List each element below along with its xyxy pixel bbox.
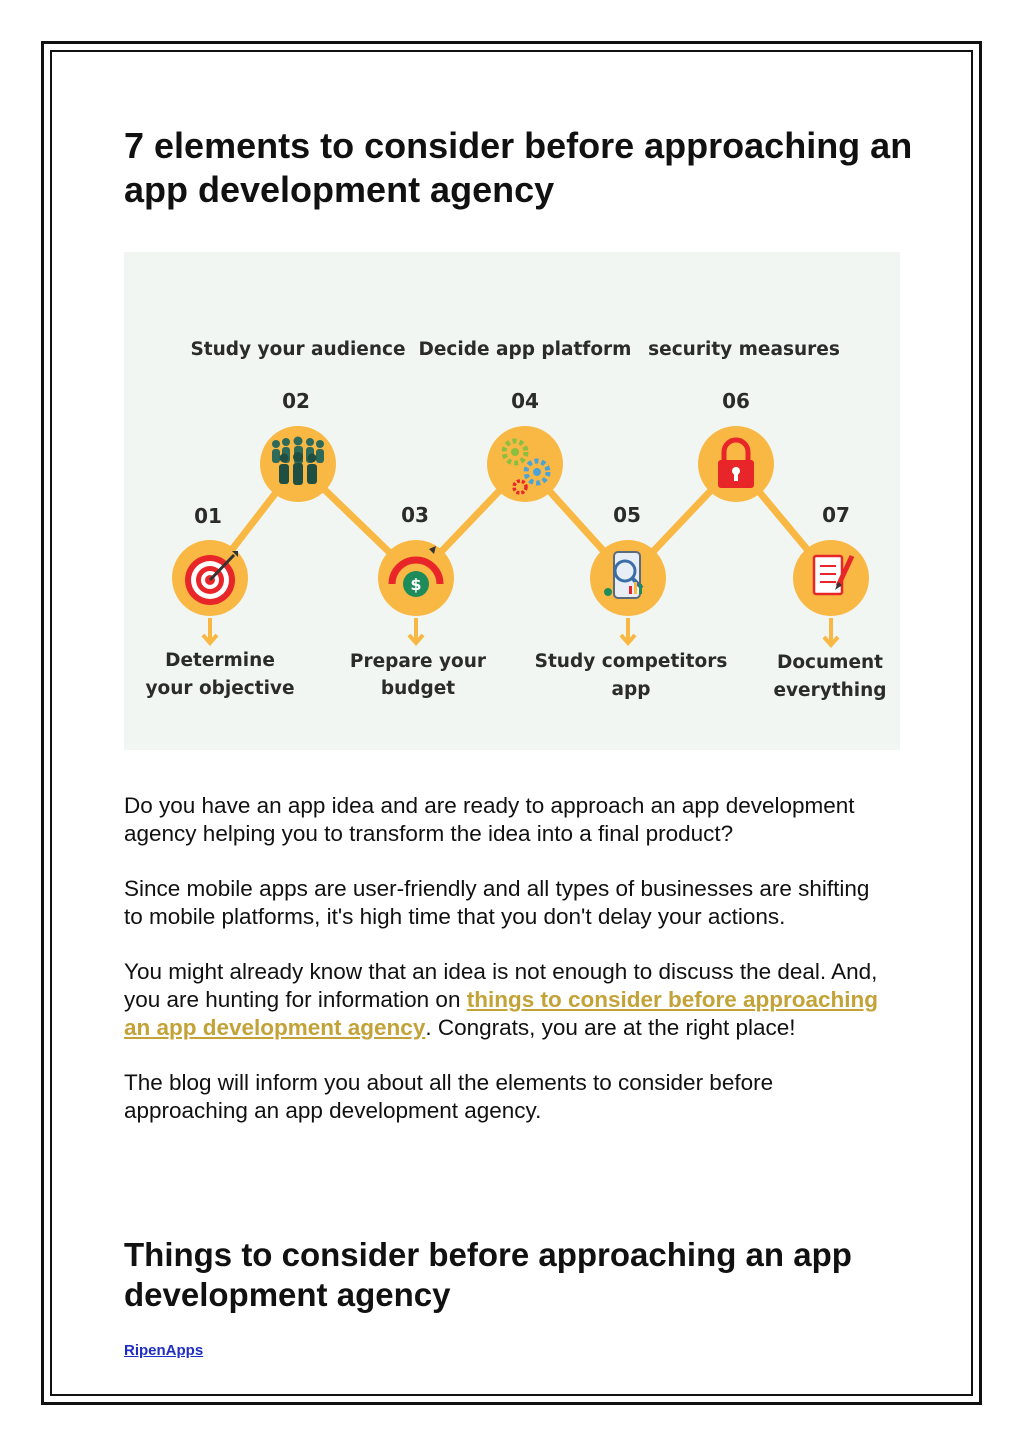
paragraph-3-end: . Congrats, you are at the right place! <box>425 1015 796 1040</box>
step-07-label-line2: everything <box>773 680 887 701</box>
step-06-label: security measures <box>648 339 840 360</box>
paragraph-2: Since mobile apps are user-friendly and all types of businesses are shifting to mobile platforms, it's high time that you don't delay your actions. <box>124 876 870 929</box>
ripenapps-link[interactable]: RipenApps <box>124 1342 204 1359</box>
document-title: 7 elements to consider before approaching an app development agency <box>124 125 913 210</box>
svg-text:$: $ <box>410 575 422 594</box>
step-06-number: 06 <box>722 389 750 413</box>
step-07-number: 07 <box>822 503 850 527</box>
paragraph-4: The blog will inform you about all the elements to consider before approaching an app development agency. <box>124 1070 774 1123</box>
infographic <box>124 252 900 750</box>
paragraph-1: Do you have an app idea and are ready to approach an app development agency helping you to transform the idea into a final product? <box>124 793 855 846</box>
step-02-number: 02 <box>282 389 310 413</box>
people-icon <box>272 437 324 486</box>
step-05-number: 05 <box>613 503 641 527</box>
step-07-arrow <box>824 618 838 645</box>
paragraph-3-start: You might already know that an idea is not enough to discuss the deal. And, you are hunting for information on <box>124 959 878 1012</box>
step-03-number: 03 <box>401 503 429 527</box>
step-03-arrow <box>409 618 423 643</box>
step-01-label-line2: your objective <box>145 678 295 699</box>
things-to-consider-link[interactable]: things to consider before approaching an app development agency <box>124 987 879 1040</box>
step-07-label-line1: Document <box>776 652 884 673</box>
step-02-label: Study your audience <box>190 339 406 360</box>
step-05-label-line2: app <box>611 679 651 700</box>
step-05-label-line1: Study competitors <box>534 651 728 672</box>
step-04-number: 04 <box>511 389 539 413</box>
step-01-arrow <box>203 618 217 643</box>
step-01-number: 01 <box>194 504 222 528</box>
section-heading: Things to consider before approaching an app development agency <box>124 1236 852 1313</box>
infographic-svg <box>124 252 900 750</box>
step-04-circle <box>487 426 563 502</box>
body-text <box>124 792 894 1152</box>
step-03-label-line1: Prepare your <box>349 651 487 672</box>
step-03-label-line2: budget <box>380 678 456 699</box>
step-04-label: Decide app platform <box>418 339 632 360</box>
paragraph-3 <box>124 958 894 1042</box>
step-05-arrow <box>621 618 635 643</box>
step-01-label-line1: Determine <box>165 650 275 671</box>
